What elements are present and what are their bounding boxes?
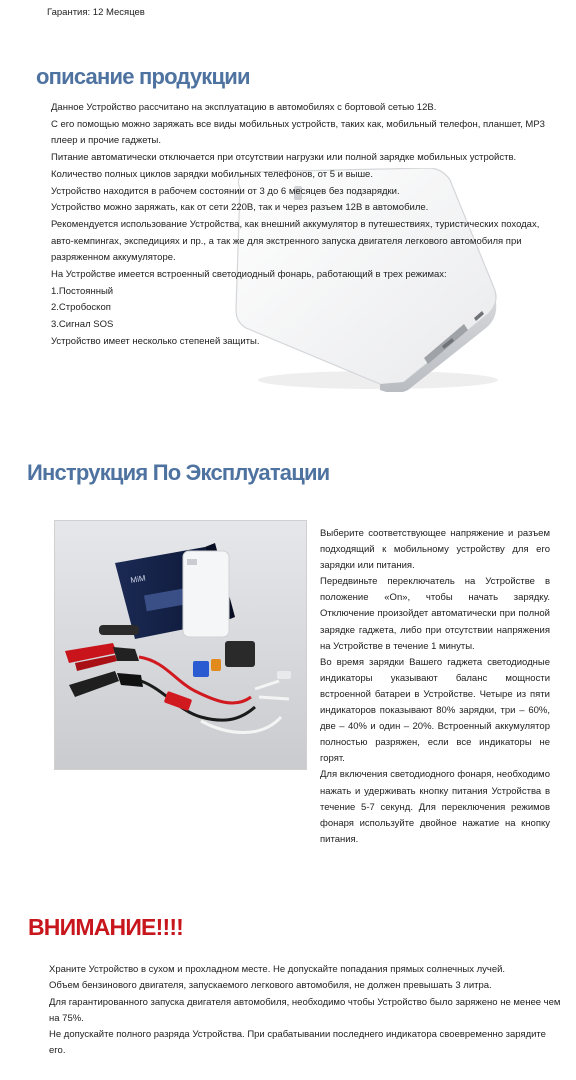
instruction-paragraph: Передвиньте переключатель на Устройстве в положение «On», чтобы начать зарядку. Отключение произойдет автоматически при полной зарядке гаджета, либо при отсутствии напряжения на Устройстве в течение 1 минуты. — [320, 576, 550, 652]
instructions-heading: Инструкция По Эксплуатации — [27, 460, 330, 485]
warranty-text: Гарантия: 12 Месяцев — [47, 7, 145, 18]
description-line: 3.Сигнал SOS — [51, 319, 114, 331]
description-line: Количество полных циклов зарядки мобильных телефонов, от 5 и выше. — [51, 168, 373, 180]
kit-photo-illustration — [55, 521, 307, 770]
description-line: Устройство имеет несколько степеней защиты. — [51, 335, 260, 347]
box-brand-text: MiM — [129, 573, 147, 585]
description-line: 1.Постоянный — [51, 285, 114, 297]
description-line: Рекомендуется использование Устройства, как внешний аккумулятор в путешествиях, туристических походах, — [51, 218, 540, 230]
description-line: Устройство находится в рабочем состоянии от 3 до 6 месяцев без подзарядки. — [51, 185, 400, 197]
warning-body — [49, 962, 565, 1060]
description-line: авто-кемпингах, экспедициях и пр., а так же для экстренного запуска двигателя легкового автомобиля при разряженном аккумуляторе. — [51, 235, 522, 264]
warning-line: Для гарантированного запуска двигателя автомобиля, необходимо чтобы Устройство было заряжено не менее чем на 75%. — [49, 996, 561, 1024]
instruction-paragraph: Выберите соответствующее напряжение и разъем подходящий к мобильному устройству для его зарядки или питания. — [320, 528, 550, 572]
description-line: Питание автоматически отключается при отсутствии нагрузки или полной зарядке мобильных устройств. — [51, 152, 517, 164]
instruction-paragraph: Для включения светодиодного фонаря, необходимо нажать и удерживать кнопку питания Устройства в течение 5-7 секунд. Для переключения режимов фонаря используйте двойное нажатие на кнопку питания. — [320, 769, 550, 845]
description-line: Устройство можно заряжать, как от сети 220В, так и через разъем 12В в автомобиле. — [51, 202, 429, 214]
description-body — [51, 100, 571, 351]
warning-line: Храните Устройство в сухом и прохладном месте. Не допускайте попадания прямых солнечных лучей. — [49, 964, 506, 975]
warning-heading: ВНИМАНИЕ!!!! — [28, 914, 184, 940]
kit-photo — [54, 520, 307, 770]
warning-line: Объем бензинового двигателя, запускаемого легкового автомобиля, не должен превышать 3 литра. — [49, 980, 492, 992]
description-line: С его помощью можно заряжать все виды мобильных устройств, таких как, мобильный телефон, планшет, MP3 плеер и прочие гаджеты. — [51, 118, 545, 147]
description-heading: описание продукции — [36, 64, 250, 89]
description-line: Данное Устройство рассчитано на эксплуатацию в автомобилях с бортовой сетью 12В. — [51, 102, 437, 113]
instruction-paragraph: Во время зарядки Вашего гаджета светодиодные индикаторы указывают баланс мощности встроенной батареи в Устройстве. Четыре из пяти индикаторов показывают 80% зарядки, три – 60%, две – 40% и один – 20%. Встроенный аккумулятор полностью разряжен, если все индикаторы не горят. — [320, 656, 550, 765]
instructions-body — [320, 526, 550, 848]
warning-line: Не допускайте полного разряда Устройства. При срабатывании последнего индикатора своевременно зарядите его. — [49, 1029, 546, 1057]
description-line: На Устройстве имеется встроенный светодиодный фонарь, работающий в трех режимах: — [51, 269, 447, 281]
description-line: 2.Стробоскоп — [51, 302, 111, 314]
